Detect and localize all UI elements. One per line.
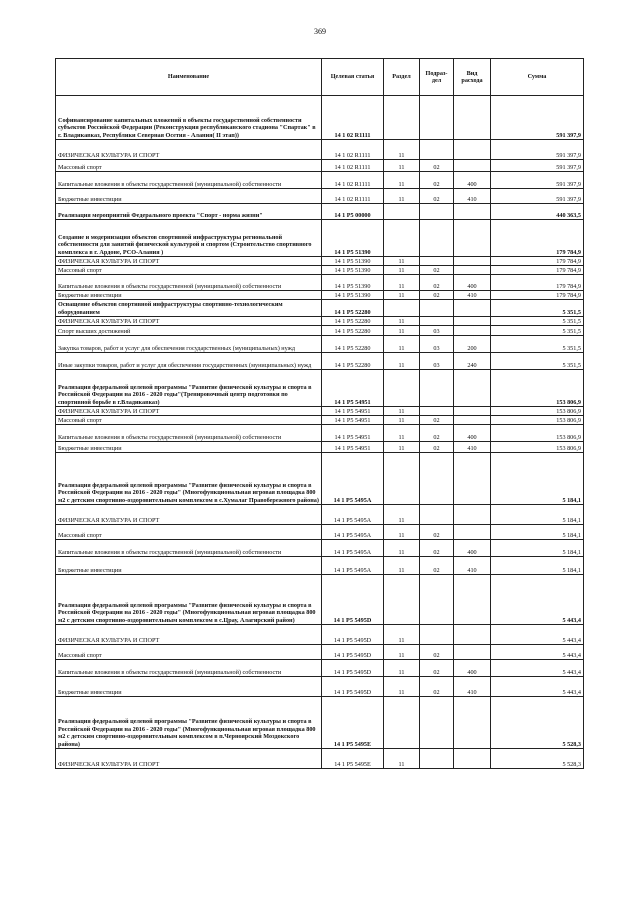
cell-expense-kind (454, 416, 491, 425)
cell-subsection: 03 (420, 326, 454, 336)
cell-expense-kind (454, 625, 491, 645)
cell-target-code: 14 1 02 R1111 (322, 96, 384, 140)
cell-sum: 591 397,9 (491, 96, 584, 140)
cell-section: 11 (384, 353, 420, 370)
cell-target-code: 14 1 P5 5495D (322, 645, 384, 660)
cell-target-code: 14 1 P5 52280 (322, 317, 384, 326)
table-row (56, 326, 584, 336)
cell-sum: 5 184,1 (491, 453, 584, 505)
table-row (56, 407, 584, 416)
cell-section: 11 (384, 140, 420, 160)
cell-target-code: 14 1 P5 52280 (322, 326, 384, 336)
cell-target-code: 14 1 P5 52280 (322, 300, 384, 317)
cell-subsection (420, 697, 454, 749)
cell-section (384, 204, 420, 220)
cell-name: ФИЗИЧЕСКАЯ КУЛЬТУРА И СПОРТ (56, 625, 322, 645)
cell-sum: 5 184,1 (491, 540, 584, 557)
table-row (56, 660, 584, 677)
cell-target-code: 14 1 P5 5495A (322, 525, 384, 540)
cell-section: 11 (384, 625, 420, 645)
cell-section: 11 (384, 275, 420, 291)
cell-subsection (420, 204, 454, 220)
cell-section (384, 575, 420, 625)
cell-sum: 591 397,9 (491, 189, 584, 204)
table-row (56, 749, 584, 769)
cell-name: Бюджетные инвестиции (56, 442, 322, 453)
cell-sum: 591 397,9 (491, 160, 584, 172)
cell-name: ФИЗИЧЕСКАЯ КУЛЬТУРА И СПОРТ (56, 749, 322, 769)
table-row (56, 442, 584, 453)
cell-section: 11 (384, 172, 420, 189)
cell-subsection: 03 (420, 353, 454, 370)
header-section: Раздел (384, 59, 420, 96)
cell-name: Реализация федеральной целевой программы "Развитие физической культуры и спорта в Российской Федерации на 2016 - 2020 годы" (Многофункциональная игровая площадка 800 м2 с детским спортивно-оздоровительным комплексом в с.Црау, Алагирский район) (56, 575, 322, 625)
cell-target-code: 14 1 P5 5495A (322, 557, 384, 575)
cell-target-code: 14 1 P5 5495E (322, 697, 384, 749)
cell-sum: 440 363,5 (491, 204, 584, 220)
cell-sum: 179 784,9 (491, 220, 584, 257)
cell-expense-kind: 400 (454, 540, 491, 557)
cell-expense-kind (454, 370, 491, 407)
cell-section: 11 (384, 407, 420, 416)
cell-expense-kind (454, 160, 491, 172)
cell-subsection: 02 (420, 416, 454, 425)
table-row (56, 525, 584, 540)
table-row (56, 160, 584, 172)
cell-target-code: 14 1 P5 51390 (322, 257, 384, 266)
cell-expense-kind (454, 257, 491, 266)
cell-expense-kind (454, 407, 491, 416)
table-body (56, 96, 584, 769)
cell-subsection: 02 (420, 660, 454, 677)
table-row (56, 204, 584, 220)
table-row (56, 677, 584, 697)
cell-expense-kind (454, 575, 491, 625)
cell-target-code: 14 1 P5 5495D (322, 660, 384, 677)
cell-target-code: 14 1 P5 51390 (322, 220, 384, 257)
cell-sum: 5 351,5 (491, 353, 584, 370)
cell-name: Массовый спорт (56, 416, 322, 425)
cell-section: 11 (384, 557, 420, 575)
cell-expense-kind (454, 453, 491, 505)
cell-section: 11 (384, 291, 420, 300)
cell-section: 11 (384, 540, 420, 557)
cell-name: Реализация федеральной целевой программы "Развитие физической культуры и спорта в Российской Федерации на 2016 - 2020 годы" (Многофункциональная игровая площадка 800 м2 с детским спортивно-оздоровительным комплексом в п.Черноярский Моздокского района) (56, 697, 322, 749)
cell-target-code: 14 1 P5 5495A (322, 505, 384, 525)
cell-sum: 153 806,9 (491, 425, 584, 442)
table-row (56, 625, 584, 645)
cell-section: 11 (384, 505, 420, 525)
table-row (56, 557, 584, 575)
table-row (56, 96, 584, 140)
cell-sum: 5 443,4 (491, 660, 584, 677)
cell-target-code: 14 1 P5 5495D (322, 677, 384, 697)
cell-target-code: 14 1 P5 54951 (322, 425, 384, 442)
cell-name: ФИЗИЧЕСКАЯ КУЛЬТУРА И СПОРТ (56, 505, 322, 525)
cell-subsection (420, 96, 454, 140)
cell-target-code: 14 1 P5 00000 (322, 204, 384, 220)
cell-subsection (420, 300, 454, 317)
cell-sum: 5 351,5 (491, 336, 584, 353)
cell-subsection: 02 (420, 275, 454, 291)
cell-expense-kind (454, 317, 491, 326)
table-row (56, 291, 584, 300)
cell-target-code: 14 1 P5 51390 (322, 275, 384, 291)
cell-section (384, 370, 420, 407)
cell-name: Бюджетные инвестиции (56, 557, 322, 575)
cell-name: ФИЗИЧЕСКАЯ КУЛЬТУРА И СПОРТ (56, 317, 322, 326)
cell-section (384, 453, 420, 505)
cell-section: 11 (384, 326, 420, 336)
table-row (56, 220, 584, 257)
cell-name: Закупка товаров, работ и услуг для обеспечения государственных (муниципальных) нужд (56, 336, 322, 353)
cell-expense-kind (454, 204, 491, 220)
table-row (56, 336, 584, 353)
cell-expense-kind (454, 96, 491, 140)
cell-subsection (420, 575, 454, 625)
table-row (56, 266, 584, 275)
cell-expense-kind (454, 326, 491, 336)
cell-expense-kind (454, 749, 491, 769)
cell-name: Софинансирование капитальных вложений в объекты государственной собственности субъектов Российской Федерации (Реконструкция республиканского стадиона "Спартак" в г. Владикавказ, Республики Северная Осетия - Алания( II этап)) (56, 96, 322, 140)
cell-name: Капитальные вложения в объекты государственной (муниципальной) собственности (56, 275, 322, 291)
cell-sum: 5 443,4 (491, 575, 584, 625)
cell-sum: 179 784,9 (491, 275, 584, 291)
cell-name: Массовый спорт (56, 645, 322, 660)
cell-subsection (420, 749, 454, 769)
cell-sum: 179 784,9 (491, 291, 584, 300)
cell-name: Массовый спорт (56, 525, 322, 540)
cell-expense-kind (454, 220, 491, 257)
cell-section: 11 (384, 645, 420, 660)
table-row (56, 172, 584, 189)
table-row (56, 416, 584, 425)
cell-expense-kind: 410 (454, 291, 491, 300)
budget-table (55, 58, 584, 769)
cell-sum: 5 528,3 (491, 749, 584, 769)
cell-name: Реализация мероприятий Федерального проекта "Спорт - норма жизни" (56, 204, 322, 220)
cell-name: Иные закупки товаров, работ и услуг для обеспечения государственных (муниципальных) нужд (56, 353, 322, 370)
cell-name: Бюджетные инвестиции (56, 677, 322, 697)
cell-section: 11 (384, 525, 420, 540)
cell-subsection (420, 625, 454, 645)
cell-expense-kind: 410 (454, 677, 491, 697)
table-row (56, 275, 584, 291)
cell-section: 11 (384, 677, 420, 697)
cell-expense-kind: 240 (454, 353, 491, 370)
cell-name: Капитальные вложения в объекты государственной (муниципальной) собственности (56, 660, 322, 677)
cell-sum: 5 351,5 (491, 300, 584, 317)
table-row (56, 453, 584, 505)
cell-sum: 5 443,4 (491, 625, 584, 645)
cell-sum: 153 806,9 (491, 370, 584, 407)
header-subsection: Подраз-дел (420, 59, 454, 96)
cell-target-code: 14 1 P5 54951 (322, 416, 384, 425)
cell-section: 11 (384, 660, 420, 677)
cell-subsection (420, 370, 454, 407)
cell-subsection: 02 (420, 540, 454, 557)
cell-subsection (420, 220, 454, 257)
cell-target-code: 14 1 02 R1111 (322, 140, 384, 160)
cell-expense-kind: 410 (454, 189, 491, 204)
table-row (56, 370, 584, 407)
cell-target-code: 14 1 P5 5495A (322, 453, 384, 505)
cell-target-code: 14 1 02 R1111 (322, 172, 384, 189)
cell-section: 11 (384, 416, 420, 425)
cell-section: 11 (384, 425, 420, 442)
cell-name: Массовый спорт (56, 266, 322, 275)
cell-sum: 591 397,9 (491, 172, 584, 189)
cell-sum: 5 184,1 (491, 557, 584, 575)
cell-section: 11 (384, 189, 420, 204)
cell-sum: 5 351,5 (491, 317, 584, 326)
table-header-row (56, 59, 584, 96)
table-row (56, 300, 584, 317)
cell-expense-kind (454, 645, 491, 660)
cell-target-code: 14 1 P5 54951 (322, 370, 384, 407)
cell-section: 11 (384, 257, 420, 266)
table-row (56, 257, 584, 266)
cell-expense-kind: 400 (454, 425, 491, 442)
cell-sum: 5 351,5 (491, 326, 584, 336)
cell-sum: 153 806,9 (491, 416, 584, 425)
header-name: Наименование (56, 59, 322, 96)
cell-subsection (420, 407, 454, 416)
table-row (56, 645, 584, 660)
cell-name: Создание и модернизация объектов спортивной инфраструктуры региональной собственности для занятий физической культурой и спортом (Строительство спортивного комплекса в г. Ардоне, РСО-Алания ) (56, 220, 322, 257)
cell-subsection: 02 (420, 677, 454, 697)
cell-name: Реализация федеральной целевой программы "Развитие физической культуры и спорта в Российской Федерации на 2016 - 2020 годы" (Многофункциональная игровая площадка 800 м2 с детским спортивно-оздоровительным комплексом в с.Хумалаг Правобережного района) (56, 453, 322, 505)
cell-section: 11 (384, 266, 420, 275)
cell-name: Оснащение объектов спортивной инфраструктуры спортивно-технологическим оборудованием (56, 300, 322, 317)
cell-sum: 5 443,4 (491, 677, 584, 697)
cell-name: ФИЗИЧЕСКАЯ КУЛЬТУРА И СПОРТ (56, 407, 322, 416)
cell-expense-kind (454, 525, 491, 540)
cell-subsection: 02 (420, 266, 454, 275)
cell-expense-kind: 410 (454, 442, 491, 453)
cell-target-code: 14 1 P5 5495E (322, 749, 384, 769)
cell-section: 11 (384, 442, 420, 453)
table-row (56, 540, 584, 557)
table-row (56, 353, 584, 370)
cell-section: 11 (384, 336, 420, 353)
cell-sum: 153 806,9 (491, 442, 584, 453)
table-row (56, 697, 584, 749)
cell-target-code: 14 1 P5 51390 (322, 291, 384, 300)
cell-sum: 179 784,9 (491, 266, 584, 275)
cell-sum: 179 784,9 (491, 257, 584, 266)
cell-section: 11 (384, 317, 420, 326)
cell-section (384, 300, 420, 317)
table-row (56, 505, 584, 525)
cell-subsection (420, 140, 454, 160)
cell-target-code: 14 1 P5 52280 (322, 336, 384, 353)
cell-target-code: 14 1 P5 5495A (322, 540, 384, 557)
cell-sum: 5 184,1 (491, 505, 584, 525)
cell-sum: 153 806,9 (491, 407, 584, 416)
cell-name: Бюджетные инвестиции (56, 291, 322, 300)
cell-subsection: 02 (420, 160, 454, 172)
cell-section (384, 96, 420, 140)
cell-expense-kind (454, 140, 491, 160)
cell-target-code: 14 1 P5 5495D (322, 575, 384, 625)
cell-name: Массовый спорт (56, 160, 322, 172)
cell-subsection: 02 (420, 425, 454, 442)
table-row (56, 189, 584, 204)
cell-sum: 5 528,3 (491, 697, 584, 749)
cell-name: Реализация федеральной целевой программы "Развитие физической культуры и спорта в Российской Федерации на 2016 - 2020 годы"(Тренировочный центр подготовки по спортивной борьбе в г.Владикавказ) (56, 370, 322, 407)
cell-expense-kind (454, 266, 491, 275)
cell-expense-kind (454, 300, 491, 317)
cell-target-code: 14 1 P5 52280 (322, 353, 384, 370)
cell-name: ФИЗИЧЕСКАЯ КУЛЬТУРА И СПОРТ (56, 257, 322, 266)
cell-target-code: 14 1 P5 54951 (322, 407, 384, 416)
cell-subsection (420, 453, 454, 505)
cell-subsection: 02 (420, 172, 454, 189)
cell-subsection (420, 257, 454, 266)
cell-target-code: 14 1 P5 5495D (322, 625, 384, 645)
header-target: Целевая статья (322, 59, 384, 96)
cell-expense-kind: 400 (454, 275, 491, 291)
cell-name: Бюджетные инвестиции (56, 189, 322, 204)
cell-subsection: 02 (420, 557, 454, 575)
table-row (56, 575, 584, 625)
header-kind: Вид расхода (454, 59, 491, 96)
cell-subsection: 02 (420, 442, 454, 453)
cell-subsection: 02 (420, 645, 454, 660)
cell-target-code: 14 1 P5 54951 (322, 442, 384, 453)
cell-sum: 591 397,9 (491, 140, 584, 160)
cell-subsection (420, 317, 454, 326)
table-row (56, 140, 584, 160)
cell-target-code: 14 1 02 R1111 (322, 160, 384, 172)
cell-sum: 5 184,1 (491, 525, 584, 540)
cell-target-code: 14 1 P5 51390 (322, 266, 384, 275)
cell-name: Капитальные вложения в объекты государственной (муниципальной) собственности (56, 172, 322, 189)
cell-sum: 5 443,4 (491, 645, 584, 660)
cell-subsection: 02 (420, 189, 454, 204)
cell-subsection: 02 (420, 525, 454, 540)
cell-section (384, 220, 420, 257)
cell-expense-kind (454, 697, 491, 749)
cell-subsection (420, 505, 454, 525)
cell-expense-kind (454, 505, 491, 525)
cell-expense-kind: 400 (454, 660, 491, 677)
table-row (56, 317, 584, 326)
cell-target-code: 14 1 02 R1111 (322, 189, 384, 204)
cell-name: Капитальные вложения в объекты государственной (муниципальной) собственности (56, 425, 322, 442)
header-sum: Сумма (491, 59, 584, 96)
cell-subsection: 02 (420, 291, 454, 300)
cell-name: ФИЗИЧЕСКАЯ КУЛЬТУРА И СПОРТ (56, 140, 322, 160)
cell-section: 11 (384, 160, 420, 172)
cell-section: 11 (384, 749, 420, 769)
cell-name: Капитальные вложения в объекты государственной (муниципальной) собственности (56, 540, 322, 557)
page-number: 369 (314, 27, 326, 36)
cell-expense-kind: 410 (454, 557, 491, 575)
cell-expense-kind: 200 (454, 336, 491, 353)
cell-subsection: 03 (420, 336, 454, 353)
cell-name: Спорт высших достижений (56, 326, 322, 336)
cell-expense-kind: 400 (454, 172, 491, 189)
table-row (56, 425, 584, 442)
cell-section (384, 697, 420, 749)
